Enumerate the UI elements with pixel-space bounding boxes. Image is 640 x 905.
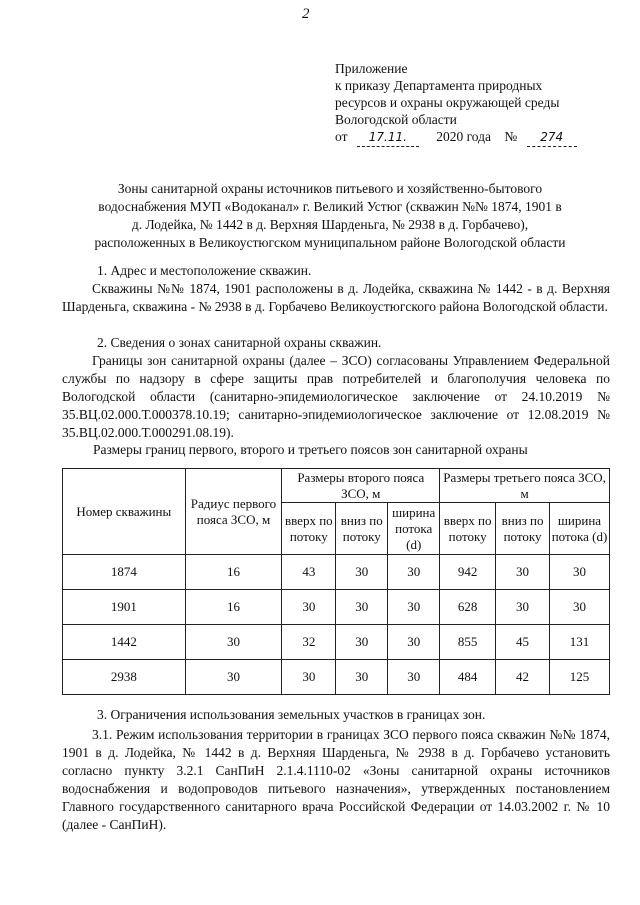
- cell-well: 1874: [63, 555, 186, 590]
- cell-radius: 30: [185, 660, 282, 695]
- cell-second-width: 30: [388, 555, 440, 590]
- header-well-number: Номер скважины: [63, 469, 186, 555]
- date-prefix: от: [335, 129, 348, 144]
- appendix-line: Приложение: [335, 61, 408, 76]
- appendix-line: к приказу Департамента природных: [335, 78, 543, 93]
- cell-second-up: 32: [282, 625, 336, 660]
- cell-second-width: 30: [388, 590, 440, 625]
- title-line: д. Лодейка, № 1442 в д. Верхняя Шарденьга, № 2938 в д. Горбачево),: [131, 217, 529, 232]
- appendix-line: ресурсов и охраны окружающей среды: [335, 95, 560, 110]
- cell-well: 1442: [63, 625, 186, 660]
- cell-radius: 16: [185, 555, 282, 590]
- section-3-text: 3.1. Режим использования территории в границах ЗСО первого пояса скважин №№ 1874, 1901 в д. Лодейка, № 1442 в д. Верхняя Шарденьга, № 2938 в д. Горбачево установить согласно пункту 3.2.1 СанПиН 2.1.4.1110-02 «Зоны санитарной охраны источников водоснабжения и водопроводов питьевого назначения», утвержденных постановлением Главного государственного санитарного врача Российской Федерации от 14.03.2002 г. № 10 (далее - СанПиН).: [62, 727, 610, 832]
- header-downstream: вниз по потоку: [336, 503, 388, 555]
- header-upstream: вверх по потоку: [282, 503, 336, 555]
- section-1-heading: 1. Адрес и местоположение скважин.: [97, 263, 312, 278]
- year-text: 2020 года: [436, 129, 492, 144]
- table-row: [63, 555, 610, 590]
- cell-third-width: 125: [550, 660, 610, 695]
- cell-well: 1901: [63, 590, 186, 625]
- cell-second-up: 43: [282, 555, 336, 590]
- header-width: ширина потока (d): [388, 503, 440, 555]
- cell-third-up: 484: [440, 660, 496, 695]
- page-number: 2: [302, 6, 310, 22]
- cell-well: 2938: [63, 660, 186, 695]
- section-3-heading: 3. Ограничения использования земельных участков в границах зон.: [97, 707, 486, 722]
- table-row: [63, 625, 610, 660]
- cell-third-width: 30: [550, 590, 610, 625]
- header-downstream: вниз по потоку: [496, 503, 550, 555]
- cell-third-down: 30: [496, 590, 550, 625]
- table-caption: Размеры границ первого, второго и третьего поясов зон санитарной охраны: [93, 442, 528, 457]
- header-width: ширина потока (d): [550, 503, 610, 555]
- handwritten-number: 274: [527, 129, 577, 147]
- table-header-row: [63, 469, 610, 503]
- cell-second-up: 30: [282, 660, 336, 695]
- cell-third-up: 628: [440, 590, 496, 625]
- title-line: расположенных в Великоустюгском муниципальном районе Вологодской области: [94, 235, 566, 250]
- appendix-block: [335, 60, 577, 147]
- appendix-line: Вологодской области: [335, 112, 457, 127]
- header-second-belt: Размеры второго пояса ЗСО, м: [282, 469, 440, 503]
- cell-third-width: 30: [550, 555, 610, 590]
- cell-radius: 30: [185, 625, 282, 660]
- cell-third-down: 42: [496, 660, 550, 695]
- header-third-belt: Размеры третьего пояса ЗСО, м: [440, 469, 610, 503]
- cell-third-down: 30: [496, 555, 550, 590]
- document-title: [60, 180, 600, 252]
- zso-dimensions-table: [62, 468, 610, 695]
- header-upstream: вверх по потоку: [440, 503, 496, 555]
- cell-second-width: 30: [388, 660, 440, 695]
- cell-second-down: 30: [336, 625, 388, 660]
- cell-second-down: 30: [336, 555, 388, 590]
- cell-third-up: 942: [440, 555, 496, 590]
- table-row: [63, 590, 610, 625]
- table-row: [63, 660, 610, 695]
- section-2-heading: 2. Сведения о зонах санитарной охраны скважин.: [97, 335, 382, 350]
- cell-second-up: 30: [282, 590, 336, 625]
- handwritten-date: 17.11.: [357, 129, 419, 147]
- title-line: Зоны санитарной охраны источников питьевого и хозяйственно-бытового: [117, 181, 543, 196]
- title-line: водоснабжения МУП «Водоканал» г. Великий Устюг (скважин №№ 1874, 1901 в: [98, 199, 562, 214]
- number-prefix: №: [504, 129, 518, 144]
- cell-third-down: 45: [496, 625, 550, 660]
- section-1-text: Скважины №№ 1874, 1901 расположены в д. Лодейка, скважина № 1442 - в д. Верхняя Шарденьга, скважина - № 2938 в д. Горбачево Великоустюгского района Вологодской области.: [62, 281, 610, 314]
- cell-second-down: 30: [336, 590, 388, 625]
- section-2-text: Границы зон санитарной охраны (далее – ЗСО) согласованы Управлением Федеральной службы по надзору в сфере защиты прав потребителей и благополучия человека по Вологодской области (санитарно-эпидемиологическое заключение от 24.10.2019 № 35.ВЦ.02.000.Т.000378.10.19; санитарно-эпидемиологическое заключение от 12.08.2019 № 35.ВЦ.02.000.Т.000291.08.19).: [62, 353, 610, 440]
- header-radius: Радиус первого пояса ЗСО, м: [185, 469, 282, 555]
- cell-radius: 16: [185, 590, 282, 625]
- appendix-date-line: [335, 128, 577, 147]
- cell-second-down: 30: [336, 660, 388, 695]
- cell-third-width: 131: [550, 625, 610, 660]
- cell-third-up: 855: [440, 625, 496, 660]
- cell-second-width: 30: [388, 625, 440, 660]
